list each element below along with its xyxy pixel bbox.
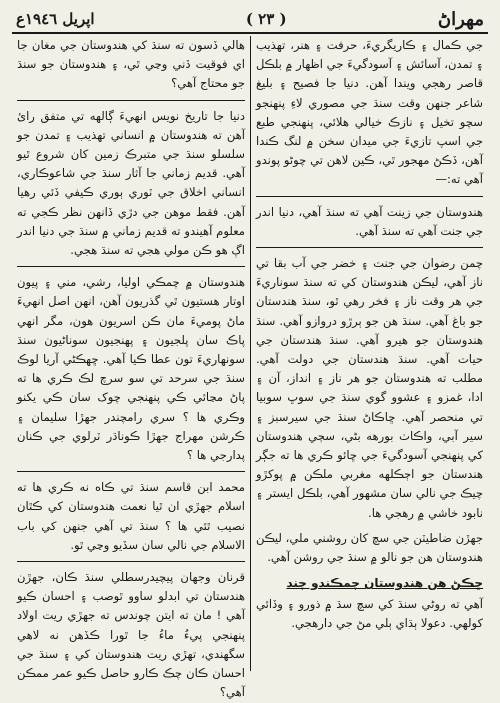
closing-paragraph: آهي ته روڻي سنڌ کي سچ سڌ ۾ ذورو ۽ وڏائي کولهي. دعولا ٻڌاي ٻلي مڻ جي دارهجي. [256,597,483,631]
paragraph: هندوستان ۾ چمڪي اوليا، رشي، مني ۽ پيون اوتار هستيون ٿي گذريون آهن، انهن اصل انهيءَ ماڻ پوميءَ مان ڪن اسريون هون، مگر انهي پاڪ سان پلجيون ۽ پهنجيون سوناڻيون سنڌ سونهاريءَ تون عطا ڪيا آهي. ڇهڪڻي آريا لوڪ سنڌ جي سرحد تي سو سرچ لڪ ڪري ها ته پاڻ مڃائي ڪي پنهنجي چوک سان ڪي يکنو وڪري ها ؟ سري رامچندر جهڙا سليمان ۽ ڪرشن مهراج جهڙا ڪوناڌر ٽرلوي جي ڪنان پدارجي ها ؟ [17,275,245,463]
section-heading: ڇڪڻ هن هندوستان چمڪندو چند [286,576,483,591]
divider [256,247,483,248]
paragraph: محمد ابن قاسم سنڌ تي ڪاه نه ڪري ها ته اسلام جهڙي ان ٿيا نعمت هندوستان کي ڪٿان نصيب ٿئي ها ؟ سنڌ تي آهي جنهن کي باب الاسلام جي نالي سان سڏيو وڃي ٿو. [17,480,245,552]
paragraph: هالي ڏسون ته سنڌ کي هندوستان جي مغان جا اي فوقيت ڏني وڃي ٿي، ۽ هندوستان جو سنڌ جو محتاج آهي؟ [17,38,245,91]
divider [17,266,245,267]
issue-date: اپريل ١٩٤٦ع [16,10,95,28]
divider [17,471,245,472]
article-columns [12,36,488,700]
paragraph: دنيا جا تاريخ نويس انهيءَ ڳالهه تي متفق رائ آهن ته هندوستان ۾ انساني تهذيب ۽ تمدن جو سلسلو سنڌ جي متبرڪ زمين کان شروع ٿيو آهي. قديم زماني جا آثار سنڌ جي شاعوڪاري، انساني اخلاق جي ٽوري ٻوري ڪيفي ڏئي رهيا آهن. فقط موهن جي دڙي ڏانهن نظر ڪجي ته معلوم آهيندو ته قديم زماني ۾ سنڌ جي دنيا اندر اڳ هو ڪن مولي هجي ته سنڌ هجي. [17,108,245,258]
divider [256,196,483,197]
page-header [12,6,488,34]
divider [17,100,245,101]
page-number: ( ٢٣ ) [245,10,287,28]
divider [17,561,245,562]
paragraph: چمن رضوان جي جنت ۽ خضر جي آب بقا تي ناز آهي، ليڪن هندوستان کي ته سنڌ سوناريءَ جي هر وقت ناز ۽ فخر رهي ٿو، سنڌ هندستان جو باغ آهي. سنڌ هن جو ٻرڙو دروازو آهي. سنڌ هندوستان جو هيرو آهي. سنڌ هندستان جي حيات آهي. سنڌ هندستان جي دولت آهي. مطلب ته هندوستان جو هر ناز ۽ انداز، آن ۽ ادا، غمزو ۽ عشوو گوي سنڌ جي سوڀ سوبيا تي منحصر آهي. ڇاڪاڻ سنڌ جي سيرسبز ۽ سير آبي، واڪاٺ بورهه بڻي، سڄي هندوستان کي پنهنجي آسودگيءَ جي ڇائو ڪري ها ته جڳر هندستان جو اڄڪلهه مغربي ملڪن ۾ پوکڙو چيڪ جي نالي سان مشهور آهي، بلڪل ايستر ۽ نابود خاشي ۾ رهجي ها. [256,256,483,520]
paragraph: جهڙن ضاطيٽن جي سچ کان روشني ملي، ليڪن هندوستان هن جو نالو ۾ سنڌ جي روشن آهي. [256,530,483,565]
left-column [12,36,250,700]
verse: هندوستان جي زينت آهي ته سنڌ آهي، دنيا اندر جي جنت آهي ته سنڌ آهي. [256,204,483,238]
paragraph: قرنان وجهان پيچيدرسطلي سنڌ ڪان، جهڙن هندستان تي ابدلو ساوو ٿوصب ۽ احسان ڪيو آهي ! مان ته ايتن چوندس ته جهڙي ريت اولاد پنهنجي پيءُ ماءُ جا ٿورا ڪڏهن نه لاهي سگهندي، تهڙي ريت هندوستان کي ۽ سنڌ جي احسان ڪان چڪ ڪارو حاصل ڪيو عمر ممڪن آهي؟ [17,570,245,700]
right-column [250,36,488,671]
paragraph: جي ڪمال ۽ ڪاريگريءَ، حرفت ۽ هنر، تهذيب ۽ تمدن، آسائش ۽ آسودگيءَ جي اظهار ۾ بلڪل قاصر رهجي ويندا آهن. دنيا جا فصيح ۽ بليغ شاعر جنهن وقت سنڌ جي مصوري لاءِ پنهنجو سچو تخيل ۽ نازڪ خيالي هلائي، پنهنجي طبع جي اسپ تازيءَ جي ميدان سخن ۾ لنگ ڪندا آهن، ڏڪڻ مهجور ٿي، ڪين لاهن تي چوڻو پوندو آهي ته:— [256,38,483,187]
magazine-title: مهراڻ [437,8,484,30]
